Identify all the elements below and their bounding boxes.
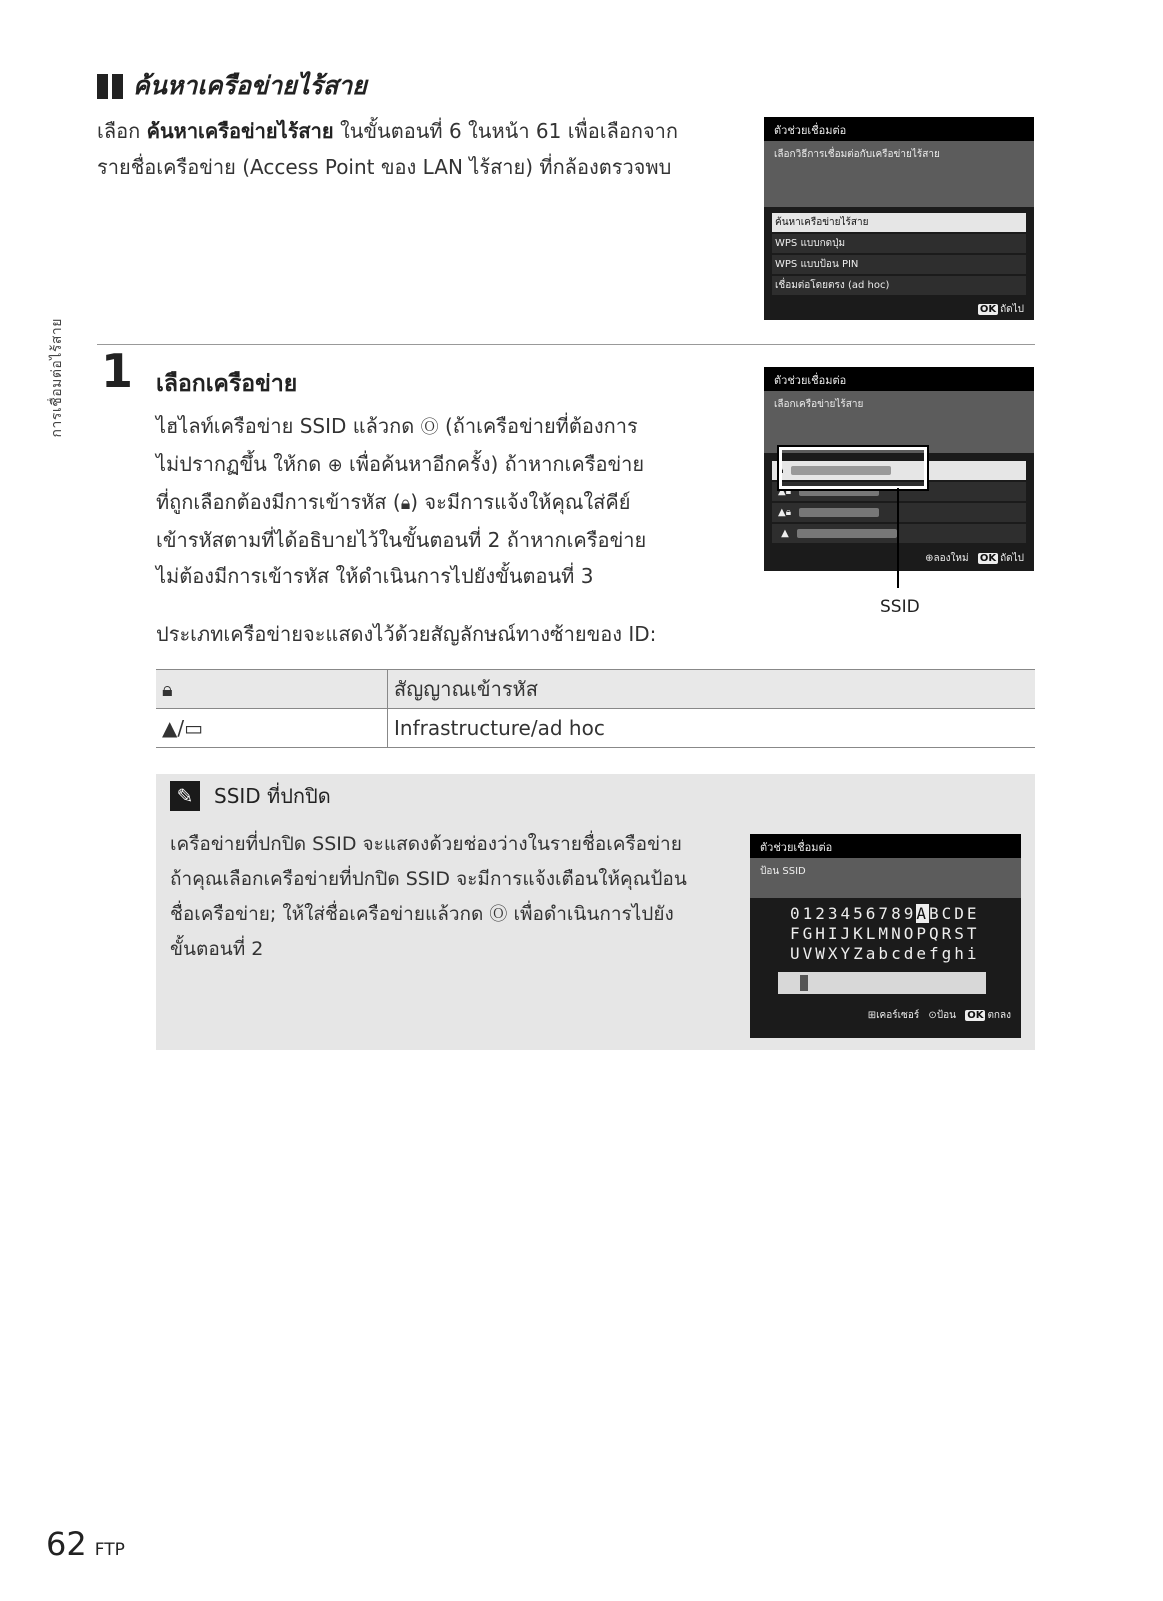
ok-button-icon: OK [967,1010,984,1021]
step-number: 1 [101,344,134,398]
text-cursor [800,975,808,991]
heading-marker [112,74,123,99]
network-row[interactable] [772,503,1026,522]
section-title: ค้นหาเครือข่ายไร้สาย [133,71,367,100]
screen-footer [750,1008,1021,1023]
intro-line2: รายชื่อเครือข่าย (Access Point ของ LAN ไร้สาย) ที่กล้องตรวจพบ [97,155,672,179]
infrastructure-icon: ▲ [778,528,789,539]
network-type-table [156,669,1035,748]
multi-selector-center-icon: ⊙ [928,1010,937,1021]
camera-screen-enter-ssid [750,834,1021,1038]
footer-cursor: เคอร์เซอร์ [876,1010,920,1021]
kb-row1-pre: 0123456789 [790,904,917,923]
kb-row1-post: BCDE [928,904,980,923]
step-line1b: (ถ้าเครือข่ายที่ต้องการ [438,414,638,438]
step-line5: ไม่ต้องมีการเข้ารหัส ให้ดำเนินการไปยังขั้นตอนที่ 3 [156,564,594,588]
network-type-note: ประเภทเครือข่ายจะแสดงไว้ด้วยสัญลักษณ์ทางซ้ายของ ID: [156,622,657,646]
pencil-icon: ✎ [170,781,200,811]
infrastructure-adhoc-icons: ▲/▭ [162,716,204,740]
infrastructure-icon: ▲🔒︎ [778,486,792,497]
step-paragraph [156,408,716,594]
note-paragraph [170,827,730,967]
ok-button-icon: OK [979,304,997,315]
step-line4: เข้ารหัสตามที่ได้อธิบายไว้ในขั้นตอนที่ 2 ถ้าหากเครือข่าย [156,528,647,552]
note-line1: เครือข่ายที่ปกปิด SSID จะแสดงด้วยช่องว่างในรายชื่อเครือข่าย [170,833,682,855]
zoom-in-icon: ⊕ [925,553,934,564]
screen-subtitle: เลือกวิธีการเชื่อมต่อกับเครือข่ายไร้สาย [764,141,1034,207]
note-line4: ขั้นตอนที่ 2 [170,938,264,960]
note-title [170,780,331,812]
ssid-placeholder [797,529,897,538]
screen-title: ตัวช่วยเชื่อมต่อ [764,117,1034,141]
note-line3b: เพื่อดำเนินการไปยัง [507,903,674,925]
lock-icon: 🔒︎ [400,493,411,514]
menu-item-adhoc[interactable]: เชื่อมต่อโดยตรง (ad hoc) [772,276,1026,295]
step-title: เลือกเครือข่าย [156,371,298,397]
infrastructure-icon: ▲🔒︎ [778,507,792,518]
screen-subtitle: ป้อน SSID [750,858,1021,898]
step-line3b: ) จะมีการแจ้งให้คุณใส่คีย์ [410,490,631,514]
note-title-text: SSID ที่ปกปิด [214,784,331,808]
character-keyboard[interactable] [750,898,1021,964]
menu-item-wps-button[interactable]: WPS แบบกดปุ่ม [772,234,1026,253]
step-line2a: ไม่ปรากฏขึ้น ให้กด [156,452,328,476]
section-heading [97,66,367,106]
ok-button-icon: Ⓞ [489,904,508,925]
menu-item-search-network[interactable]: ค้นหาเครือข่ายไร้สาย [772,213,1026,232]
footer-search: ลองใหม่ [933,553,969,564]
step-line3a: ที่ถูกเลือกต้องมีการเข้ารหัส ( [156,490,401,514]
table-desc-cell: Infrastructure/ad hoc [388,709,1036,748]
network-row[interactable] [772,524,1026,543]
page-suffix: FTP [94,1540,125,1560]
note-line3a: ชื่อเครือข่าย; ให้ใส่ชื่อเครือข่ายแล้วกด [170,903,490,925]
zoom-in-icon: ⊕ [327,455,343,476]
footer-ok: ตกลง [987,1010,1011,1021]
kb-row3: UVWXYZabcdefghi [790,944,980,963]
footer-next: ถัดไป [1000,553,1024,564]
multi-selector-icon: ⊞ [867,1010,877,1021]
heading-marker [97,74,108,99]
step-line1a: ไฮไลท์เครือข่าย SSID แล้วกด [156,414,421,438]
ok-button-icon: Ⓞ [420,417,439,438]
menu-item-wps-pin[interactable]: WPS แบบป้อน PIN [772,255,1026,274]
divider [97,344,1035,345]
ssid-callout-box [779,447,927,489]
screen-title: ตัวช่วยเชื่อมต่อ [764,367,1034,391]
table-icon-cell [156,670,388,709]
screen-footer [764,302,1034,317]
table-icon-cell [156,709,388,748]
ssid-placeholder [799,508,879,517]
ssid-input-field[interactable] [778,972,986,994]
callout-line [897,488,899,588]
intro-line1: ในขั้นตอนที่ 6 ในหน้า 61 เพื่อเลือกจาก [333,119,679,143]
intro-paragraph [97,113,737,185]
screen-footer [764,551,1034,566]
camera-screen-connection-method [764,117,1034,320]
footer-next: ถัดไป [1000,304,1024,315]
note-box [156,774,1035,1050]
side-chapter-label: การเชื่อมต่อไร้สาย [49,318,65,438]
screen-title: ตัวช่วยเชื่อมต่อ [750,834,1021,858]
table-desc-cell: สัญญาณเข้ารหัส [388,670,1036,709]
intro-prefix: เลือก [97,119,147,143]
page-number: 62 [46,1525,87,1563]
lock-icon: 🔒︎ [778,465,784,476]
ok-button-icon: OK [979,553,997,564]
table-row [156,670,1035,709]
kb-selected-key[interactable]: A [916,904,929,923]
lock-icon: 🔒︎ [162,677,173,701]
screen-subtitle: เลือกเครือข่ายไร้สาย [764,391,1034,453]
table-row [156,709,1035,748]
kb-row2: FGHIJKLMNOPQRST [790,924,980,943]
intro-bold: ค้นหาเครือข่ายไร้สาย [146,119,334,143]
step-line2b: เพื่อค้นหาอีกครั้ง) ถ้าหากเครือข่าย [342,452,645,476]
page-footer [46,1525,125,1563]
ssid-callout-label: SSID [880,597,920,617]
note-line2: ถ้าคุณเลือกเครือข่ายที่ปกปิด SSID จะมีการแจ้งเตือนให้คุณป้อน [170,868,687,890]
footer-enter: ป้อน [936,1010,956,1021]
